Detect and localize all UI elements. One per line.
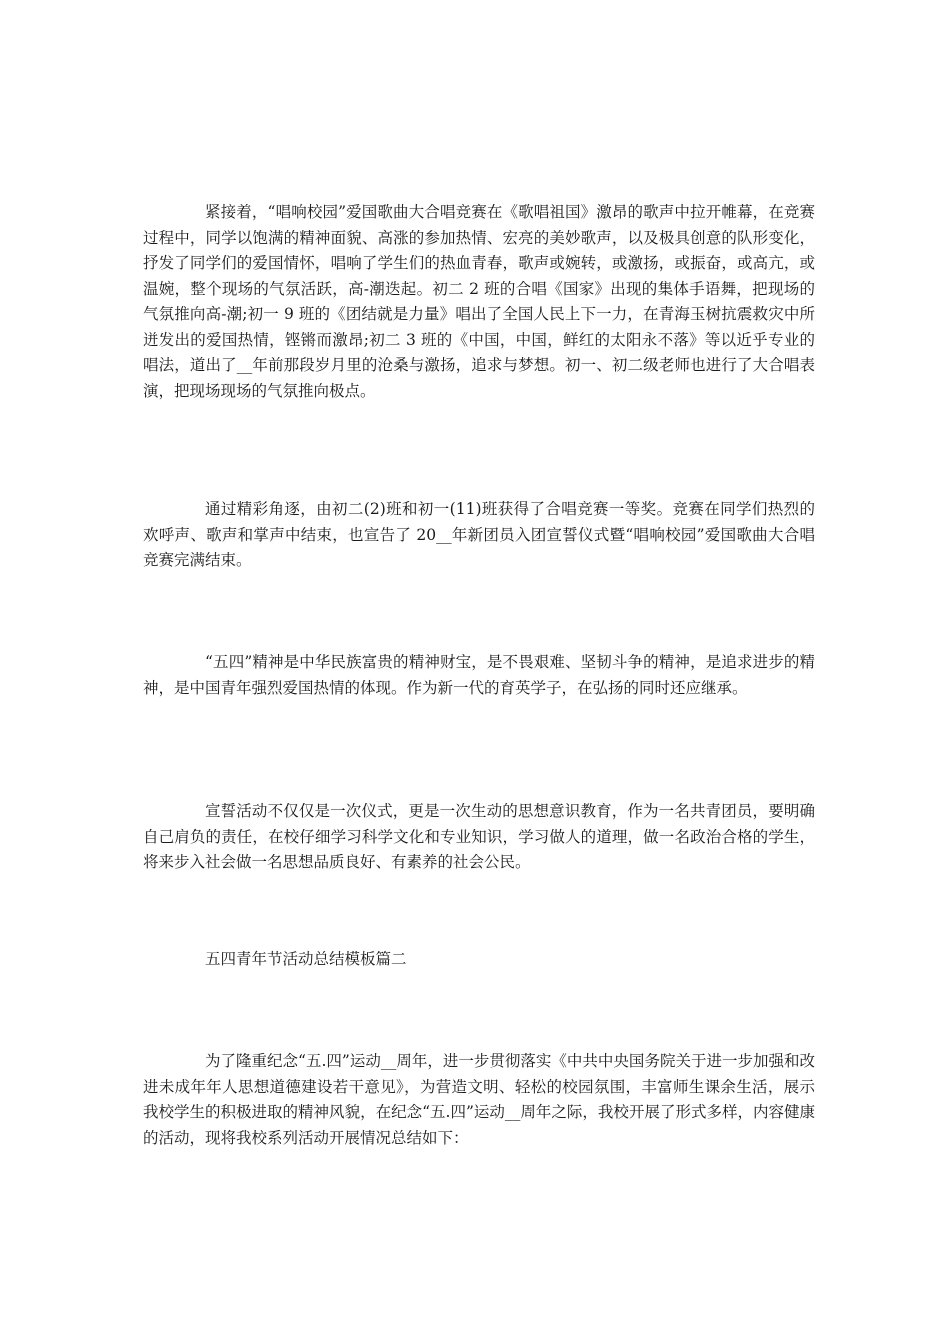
paragraph-part-two-intro: 为了隆重纪念“五.四”运动__周年，进一步贯彻落实《中共中央国务院关于进一步加强和改进未成年年人思想道德建设若干意见》，为营造文明、轻松的校园氛围，丰富师生课余生活，展示我校学生的积极进取的精神风貌，在纪念“五.四”运动__周年之际，我校开展了形式多样，内容健康的活动，现将我校系列活动开展情况总结如下：: [143, 1052, 815, 1147]
paragraph-may-fourth-spirit: “五四”精神是中华民族富贵的精神财宝，是不畏艰难、坚韧斗争的精神，是追求进步的精神，是中国青年强烈爱国热情的体现。作为新一代的育英学子，在弘扬的同时还应继承。: [143, 653, 815, 697]
paragraph-oath-activity: 宣誓活动不仅仅是一次仪式，更是一次生动的思想意识教育，作为一名共青团员，要明确自己肩负的责任，在校仔细学习科学文化和专业知识，学习做人的道理，做一名政治合格的学生，将来步入社会做一名思想品质良好、有素养的社会公民。: [143, 802, 815, 871]
paragraph-choir-contest: 紧接着，“唱响校园”爱国歌曲大合唱竞赛在《歌唱祖国》激昂的歌声中拉开帷幕，在竞赛过程中，同学以饱满的精神面貌、高涨的参加热情、宏亮的美妙歌声，以及极具创意的队形变化，抒发了同学们的爱国情怀，唱响了学生们的热血青春，歌声或婉转，或激扬，或振奋，或高亢，或温婉，整个现场的气氛活跃，高-潮迭起。初二 2 班的合唱《国家》出现的集体手语舞，把现场的气氛推向高-潮;初一 9 班的《团结就是力量》唱出了全国人民上下一力，在青海玉树抗震救灾中所迸发出的爱国热情，铿锵而激昂;初二 3 班的《中国，中国，鲜红的太阳永不落》等以近乎专业的唱法，道出了__年前那段岁月里的沧桑与激扬，追求与梦想。初一、初二级老师也进行了大合唱表演，把现场现场的气氛推向极点。: [143, 203, 815, 400]
section-heading: 五四青年节活动总结模板篇二: [205, 950, 407, 968]
paragraph-award-results: 通过精彩角逐，由初二(2)班和初一(11)班获得了合唱竞赛一等奖。竞赛在同学们热烈的欢呼声、歌声和掌声中结束，也宣告了 20__年新团员入团宣誓仪式暨“唱响校园”爱国歌曲大合唱竞赛完满结束。: [143, 500, 815, 569]
